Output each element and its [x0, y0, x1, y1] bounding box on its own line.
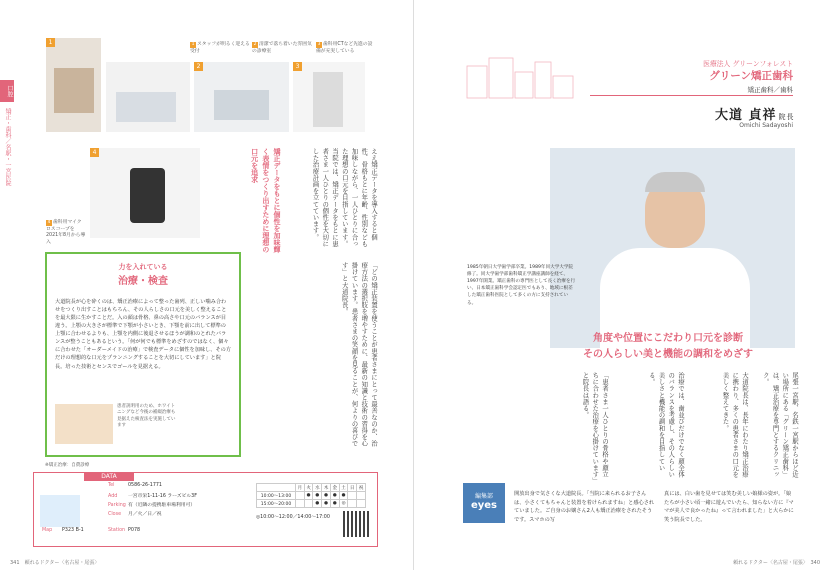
footer-left	[10, 559, 99, 566]
address-row	[108, 492, 197, 499]
feature-photo-caption: 患者説明用のため、ホワイトニングなど今後の補綴治療も見据えた検査法を実施しています	[117, 404, 176, 428]
side-category-text: 矯正・歯科／名駅・一宮医院	[4, 108, 11, 186]
tel-value: 0586-26-1771	[128, 483, 162, 488]
caption-2	[252, 42, 314, 55]
hours-cell: ●	[313, 492, 322, 500]
photo-number: 4	[90, 148, 99, 157]
hours-cell: ●	[330, 500, 339, 508]
photo-ct	[293, 62, 365, 132]
headline-line-2: その人らしい美と機能の調和をめざす	[583, 348, 753, 360]
hours-cell: ●	[322, 500, 331, 508]
caption-1	[190, 42, 250, 55]
body-text-top: ええ矯正データを導入すると個性、骨格もとに年齢、性別なども加味しながら、一人ひとりに合った理想の口元を目指しています。当院では、矯正データをもとに患者さま一人ひとりの個性を大切にした治療計画を立てています。	[311, 148, 377, 247]
hours-header: 月	[296, 484, 305, 492]
fee-note: ※矯正治療：自費診療	[45, 463, 90, 468]
hours-table	[256, 483, 366, 508]
map-key: Map	[42, 528, 53, 533]
doctor-title: 院長	[778, 113, 795, 121]
caption-text: 歯科用マイクロスコープを2021年8月から導入	[46, 220, 86, 246]
photo-number: 3	[293, 62, 302, 71]
caption-number: 1	[191, 42, 195, 47]
station-row	[108, 528, 140, 533]
parking-row	[108, 501, 195, 508]
parking-key: Parking	[108, 503, 126, 508]
map-row	[42, 528, 84, 533]
hours-header	[257, 484, 296, 492]
hours-cell: ●	[330, 492, 339, 500]
hours-cell: ●	[313, 500, 322, 508]
feature-title-large: 治療・検査	[118, 276, 168, 287]
data-box	[33, 472, 378, 547]
caption-number: 2	[253, 42, 257, 47]
photo-microscope	[90, 148, 200, 238]
clinic-specialty: 矯正歯科／歯科	[747, 86, 793, 94]
feature-title-small: 力を入れている	[118, 263, 168, 271]
photo-number: 1	[46, 38, 55, 47]
caption-3	[316, 42, 376, 55]
article-column: 治療では、歯並びだけでなく顔全体のバランスを考慮し、その人らしい美しさと機能の調和を目指している。	[647, 372, 684, 478]
editor-eyes-text-1: 開放出身で気さくな大道院長。「当院に来られるお子さんは、小さくてもちゃんと装置を着けられますね」と感心されていました。ご自身のお嬢さん2人も矯正治療をされたそうです。スマホの写	[514, 491, 655, 523]
article-column: 「患者さま一人ひとりの骨格や顔立ちに合わせた治療を心掛けています」と院長は語る。	[581, 372, 608, 482]
clinic-name: グリーン矯正歯科	[709, 70, 793, 82]
caption-number: 3	[317, 42, 321, 47]
tel-row	[108, 483, 162, 488]
hours-header: 火	[304, 484, 313, 492]
hours-header-row	[257, 484, 366, 492]
feature-body: 大道院長が心を砕くのは、矯正治療によって整った歯列、正しい噛み合わせをつくり出すことはもちろん、その人らしさの口元を美しく整えることを最大限に生かすことだ。入の顔は骨格、鼻の高さや口元のバランスが目違う。上顎の大きさが標準で下顎が小さいとき、下顎を前に出して標準の上顎に合わせるよりも、上顎を内側に後退させるほうが調和のとれたバランスが整うこともあるという。「何が何でも標準をめざすのではなく、個々に合わせた「オーダーメイドの治療」で検査データに個性を加味し、その方だけの理想的な口元をプランニングすることを大切にしています」と院長。培った技術とセンスでゴールを見据える。	[55, 299, 232, 370]
hours-row	[257, 492, 366, 500]
address-value: 一宮市栄1-11-16 ラーズビル3F	[128, 494, 197, 499]
clinic-exterior-photo	[40, 495, 80, 527]
reception-desk-shape	[54, 68, 94, 113]
hours-header: 土	[339, 484, 348, 492]
hours-cell	[357, 492, 366, 500]
equipment-shape	[214, 90, 269, 120]
hours-cell: ●	[322, 492, 331, 500]
page-number: 341	[10, 560, 20, 566]
hours-cell	[304, 500, 313, 508]
hours-cell	[296, 492, 305, 500]
hours-header: 水	[313, 484, 322, 492]
doctor-biography: 1985年朝日大学歯学部卒業。1989年同大学大学院修了。同大学歯学部歯科矯正学講座講師を経て、1997年開業。矯正歯科の専門医として長く治療を行い、日本矯正歯科学会認定医でもあり、地域に根差した矯正歯科医院として多くの方に支持されている。	[467, 265, 576, 306]
hours-cell	[348, 492, 357, 500]
hours-header: 日	[348, 484, 357, 492]
headline	[533, 331, 803, 362]
headline-line-1: 角度や位置にこだわり口元を診断	[593, 333, 743, 344]
editor-eyes-badge	[463, 483, 505, 523]
clinic-corporation: 医療法人 グリーンフォレスト	[703, 60, 793, 68]
editor-eyes-text-2: 真には、白い歯を見せては笑む美しい娘様の姿が。「娘たちが小さい頃一緒に遊んでいたら、知らない方に『ママが美人で良かったね』って言われました」と大らかに笑う院長でした。	[664, 491, 794, 523]
photo-clinic-room	[194, 62, 289, 132]
hours-cell	[357, 500, 366, 508]
hours-cell	[296, 500, 305, 508]
left-page	[0, 0, 414, 570]
qr-code	[343, 511, 369, 537]
side-tab: 口腔	[0, 80, 14, 102]
eyes-label-small: 編集部	[474, 493, 493, 500]
eyes-label-large: eyes	[470, 500, 498, 511]
photo-treatment-room	[106, 62, 190, 132]
hair-shape	[645, 172, 705, 192]
map-value: P323 B-1	[62, 528, 84, 533]
doctor-name-block	[715, 104, 795, 123]
feature-photo	[55, 404, 113, 444]
tel-key: Tel	[108, 483, 115, 488]
building-line-decoration	[465, 52, 575, 100]
hours-row	[257, 500, 366, 508]
doctor-roman-name: Omichi Sadayoshi	[739, 122, 793, 129]
doctor-name: 大道 貞祥	[715, 108, 777, 123]
article-column: 大道院長は、長年にわたり矯正治療に携わり、多くの患者さまの口元を美しく整えてきた。	[721, 372, 748, 478]
caption-text: 歯科用CTなど先進の設備が充実している	[316, 42, 373, 54]
article-column: 尾張一宮駅、名鉄一宮駅からほど近い場所にある「グリーン矯正歯科」は、矯正治療を専門とするクリニック。	[761, 372, 798, 478]
hours-header: 祝	[357, 484, 366, 492]
footer-title: 頼れるドクター〈名古屋・尾張〉	[24, 560, 100, 566]
caption-text: 清潔で落ち着いた雰囲気の診療室	[252, 42, 312, 54]
address-key: Add	[108, 494, 118, 499]
station-key: Station	[108, 528, 126, 533]
caption-text: スタッフが明るく迎える受付	[190, 42, 250, 54]
hours-cell: ◎	[339, 500, 348, 508]
data-label: DATA	[84, 472, 134, 481]
feature-title	[47, 262, 239, 287]
hours-cell: ●	[339, 492, 348, 500]
chair-shape	[116, 92, 176, 122]
close-value: 月／火／日／祝	[128, 512, 162, 517]
footer-right	[733, 559, 820, 566]
feature-box	[45, 252, 241, 457]
caption-number: 4	[47, 220, 51, 225]
hours-cell	[348, 500, 357, 508]
hours-cell: 15:00〜20:00	[257, 500, 296, 508]
hours-note: ◎10:00〜12:00／14:00〜17:00	[256, 515, 330, 520]
hours-header: 金	[330, 484, 339, 492]
doctor-portrait	[550, 148, 795, 348]
microscope-shape	[130, 168, 165, 223]
hours-cell: 10:00〜13:00	[257, 492, 296, 500]
close-key: Close	[108, 512, 122, 517]
photo-number: 2	[194, 62, 203, 71]
hours-header: 木	[322, 484, 331, 492]
hours-cell: ●	[304, 492, 313, 500]
divider	[590, 95, 793, 96]
close-row	[108, 510, 162, 517]
caption-4	[46, 220, 86, 247]
photo-reception	[46, 38, 101, 132]
ct-machine-shape	[313, 72, 343, 127]
parking-value: 有（近隣の提携駐車場利用可）	[128, 503, 196, 508]
section-heading: 矯正データをもとに個性を加味輝く表情をつくり出すために理想の口元を追求	[250, 148, 281, 253]
footer-title: 頼れるドクター〈名古屋・尾張〉	[733, 560, 806, 566]
station-value: P078	[128, 528, 141, 533]
page-number: 340	[810, 560, 820, 566]
body-text-upper: 「どの矯正装置を使うことが患者さまにとって最善なのか、治療方法の選択肢を増やすために、最新の知識と技術の習得を心掛けています。患者さまの笑顔を見ることが、何よりの喜びです」と大道院長。	[340, 262, 377, 447]
